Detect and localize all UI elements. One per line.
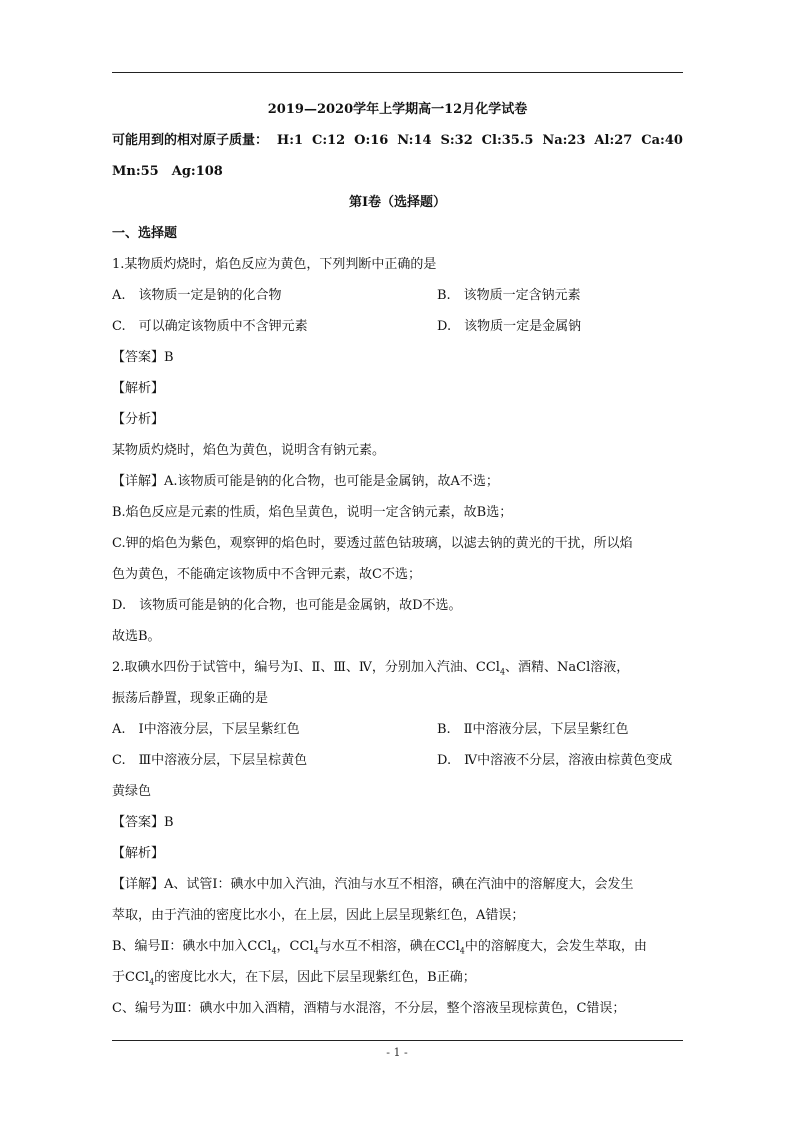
exam-title: 2019—2020学年上学期高一12月化学试卷 xyxy=(267,102,528,117)
q2-detail-b-2 xyxy=(112,962,683,993)
page-number: - 1 - xyxy=(386,1046,408,1059)
q1-fenxi-label: 【分析】 xyxy=(112,412,165,427)
q1-stem: 1.某物质灼烧时，焰色反应为黄色，下列判断中正确的是 xyxy=(112,257,437,272)
section-heading: 一、选择题 xyxy=(112,226,178,241)
mass-item: Ca:40 xyxy=(641,133,683,148)
q2-detail-b-text: B、编号Ⅱ：碘水中加入CCl xyxy=(112,939,272,954)
atomic-mass-label: 可能用到的相对原子质量： xyxy=(112,133,269,148)
q1-detail-c-2: 色为黄色，不能确定该物质中不含钾元素，故C不选； xyxy=(112,567,421,582)
q2-analysis-label: 【解析】 xyxy=(112,846,165,861)
q2-option-a: A. Ⅰ中溶液分层，下层呈紫红色 xyxy=(112,722,300,737)
q2-answer: 【答案】B xyxy=(112,815,174,830)
q2-detail-c: C、编号为Ⅲ：碘水中加入酒精，酒精与水混溶，不分层，整个溶液呈现棕黄色，C错误； xyxy=(112,1001,626,1016)
q1-options-row-1 xyxy=(112,280,683,311)
q1-fenxi-text: 某物质灼烧时，焰色为黄色，说明含有钠元素。 xyxy=(112,443,386,458)
q2-stem-text-a: 2.取碘水四份于试管中，编号为Ⅰ、Ⅱ、Ⅲ、Ⅳ，分别加入汽油、CCl xyxy=(112,660,500,675)
q2-option-b: B. Ⅱ中溶液分层，下层呈紫红色 xyxy=(437,722,629,737)
q2-option-d-continued: 黄绿色 xyxy=(112,784,152,799)
q2-detail-a-2: 萃取，由于汽油的密度比水小，在上层，因此上层呈现紫红色，A错误； xyxy=(112,908,525,923)
mass-item: Al:27 xyxy=(594,133,633,148)
q2-detail-b-text: ，CCl xyxy=(276,939,314,954)
mass-item: N:14 xyxy=(397,133,432,148)
q1-option-c: C. 可以确定该物质中不含钾元素 xyxy=(112,319,308,334)
q1-option-b: B. 该物质一定含钠元素 xyxy=(437,288,581,303)
atomic-mass-line-2: Mn:55 Ag:108 xyxy=(112,164,223,179)
mass-item: O:16 xyxy=(354,133,389,148)
document-page xyxy=(112,94,683,1024)
subscript: 4 xyxy=(149,977,155,987)
q2-detail-b-text: 的密度比水大，在下层，因此下层呈现紫红色，B正确； xyxy=(154,970,476,985)
q1-option-d: D. 该物质一定是金属钠 xyxy=(437,319,582,334)
mass-item: S:32 xyxy=(440,133,473,148)
q2-detail-b-text: 于CCl xyxy=(112,970,150,985)
subscript: 4 xyxy=(459,946,465,956)
q1-detail-a: 【详解】A.该物质可能是钠的化合物，也可能是金属钠，故A不选； xyxy=(112,474,499,489)
q1-detail-c-1: C.钾的焰色为紫色，观察钾的焰色时，要透过蓝色钴玻璃，以滤去钠的黄光的干扰，所以焰 xyxy=(112,536,633,551)
part-title: 第Ⅰ卷（选择题） xyxy=(348,195,447,210)
mass-item: Cl:35.5 xyxy=(481,133,534,148)
q2-stem-2: 振荡后静置，现象正确的是 xyxy=(112,691,269,706)
header-rule xyxy=(112,72,683,73)
q1-options-row-2 xyxy=(112,311,683,342)
q2-option-c: C. Ⅲ中溶液分层，下层呈棕黄色 xyxy=(112,753,308,768)
q2-option-d: D. Ⅳ中溶液不分层，溶液由棕黄色变成 xyxy=(437,753,673,768)
subscript: 4 xyxy=(271,946,277,956)
subscript: 4 xyxy=(313,946,319,956)
q2-options-row-1 xyxy=(112,714,683,745)
q1-detail-d: D. 该物质可能是钠的化合物，也可能是金属钠，故D不选。 xyxy=(112,598,462,613)
q2-detail-b-1 xyxy=(112,931,683,962)
q2-detail-b-text: 与水互不相溶，碘在CCl xyxy=(318,939,460,954)
q1-conclusion: 故选B。 xyxy=(112,629,161,644)
subscript: 4 xyxy=(499,667,506,677)
q2-detail-b-text: 中的溶解度大，会发生萃取，由 xyxy=(464,939,647,954)
q2-stem-text-b: 、酒精、NaCl溶液， xyxy=(505,660,630,675)
q1-answer: 【答案】B xyxy=(112,350,174,365)
q1-detail-b: B.焰色反应是元素的性质，焰色呈黄色，说明一定含钠元素，故B选； xyxy=(112,505,513,520)
footer-rule xyxy=(112,1040,683,1041)
q2-stem-1 xyxy=(112,652,683,683)
mass-item: Na:23 xyxy=(542,133,586,148)
mass-item: H:1 xyxy=(276,133,304,148)
mass-item: C:12 xyxy=(311,133,346,148)
q1-analysis-label: 【解析】 xyxy=(112,381,165,396)
q1-option-a: A. 该物质一定是钠的化合物 xyxy=(112,288,282,303)
atomic-mass-line xyxy=(112,125,683,156)
q2-options-row-2 xyxy=(112,745,683,776)
q2-detail-a-1: 【详解】A、试管Ⅰ：碘水中加入汽油，汽油与水互不相溶，碘在汽油中的溶解度大，会发生 xyxy=(112,877,634,892)
